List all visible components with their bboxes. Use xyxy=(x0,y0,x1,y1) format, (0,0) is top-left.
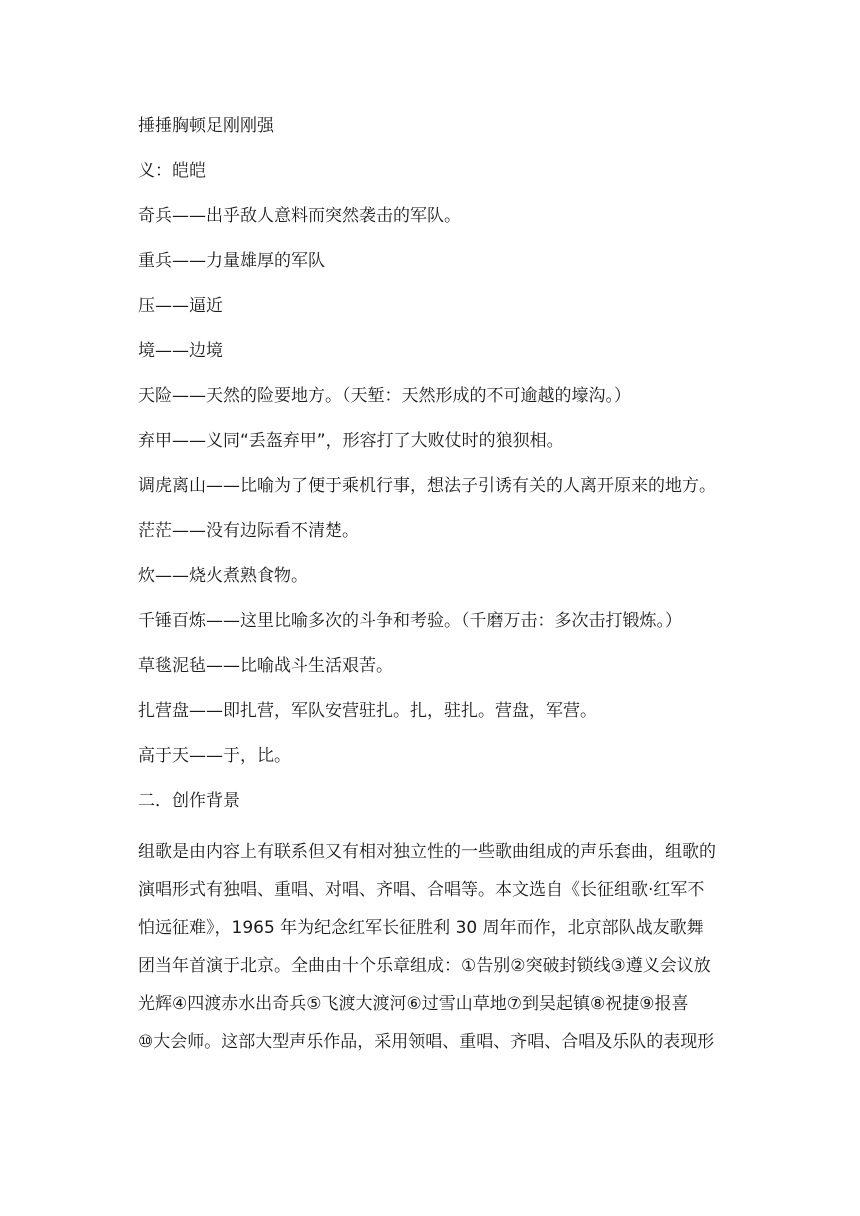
section-heading: 二．创作背景 xyxy=(138,791,240,811)
definition-line: 天险——天然的险要地方。（天堑：天然形成的不可逾越的壕沟。） xyxy=(138,386,631,406)
definition-line: 义：皑皑 xyxy=(138,161,206,181)
paragraph-line: 怕远征难》，1965 年为纪念红军长征胜利 30 周年而作，北京部队战友歌舞 xyxy=(138,918,704,938)
paragraph-line: 团当年首演于北京。全曲由十个乐章组成：①告别②突破封锁线③遵义会议放 xyxy=(138,956,711,976)
page-content xyxy=(138,113,728,1061)
definition-line: 高于天——于，比。 xyxy=(138,746,291,766)
paragraph-line: 光辉④四渡赤水出奇兵⑤飞渡大渡河⑥过雪山草地⑦到吴起镇⑧祝捷⑨报喜 xyxy=(138,994,689,1014)
paragraph-line: 演唱形式有独唱、重唱、对唱、齐唱、合唱等。本文选自《长征组歌·红军不 xyxy=(138,880,705,900)
paragraph-line: ⑩大会师。这部大型声乐作品，采用领唱、重唱、齐唱、合唱及乐队的表现形 xyxy=(138,1032,715,1052)
definition-line: 压——逼近 xyxy=(138,296,223,316)
text-line-poem: 捶捶胸顿足刚刚强 xyxy=(138,116,274,136)
paragraph-line: 组歌是由内容上有联系但又有相对独立性的一些歌曲组成的声乐套曲，组歌的 xyxy=(138,842,716,862)
definition-line: 千锤百炼——这里比喻多次的斗争和考验。（千磨万击：多次击打锻炼。） xyxy=(138,611,682,631)
definition-line: 重兵——力量雄厚的军队 xyxy=(138,251,325,271)
definition-line: 奇兵——出乎敌人意料而突然袭击的军队。 xyxy=(138,206,461,226)
definition-line: 调虎离山——比喻为了便于乘机行事，想法子引诱有关的人离开原来的地方。 xyxy=(138,476,716,496)
definition-line: 草毯泥毡——比喻战斗生活艰苦。 xyxy=(138,656,393,676)
background-paragraph xyxy=(138,833,728,1061)
definition-line: 炊——烧火煮熟食物。 xyxy=(138,566,308,586)
definition-line: 扎营盘——即扎营，军队安营驻扎。扎，驻扎。营盘，军营。 xyxy=(138,701,597,721)
definition-line: 茫茫——没有边际看不清楚。 xyxy=(138,521,359,541)
definition-line: 弃甲——义同“丢盔弃甲”，形容打了大败仗时的狼狈相。 xyxy=(138,431,564,451)
definition-line: 境——边境 xyxy=(138,341,223,361)
